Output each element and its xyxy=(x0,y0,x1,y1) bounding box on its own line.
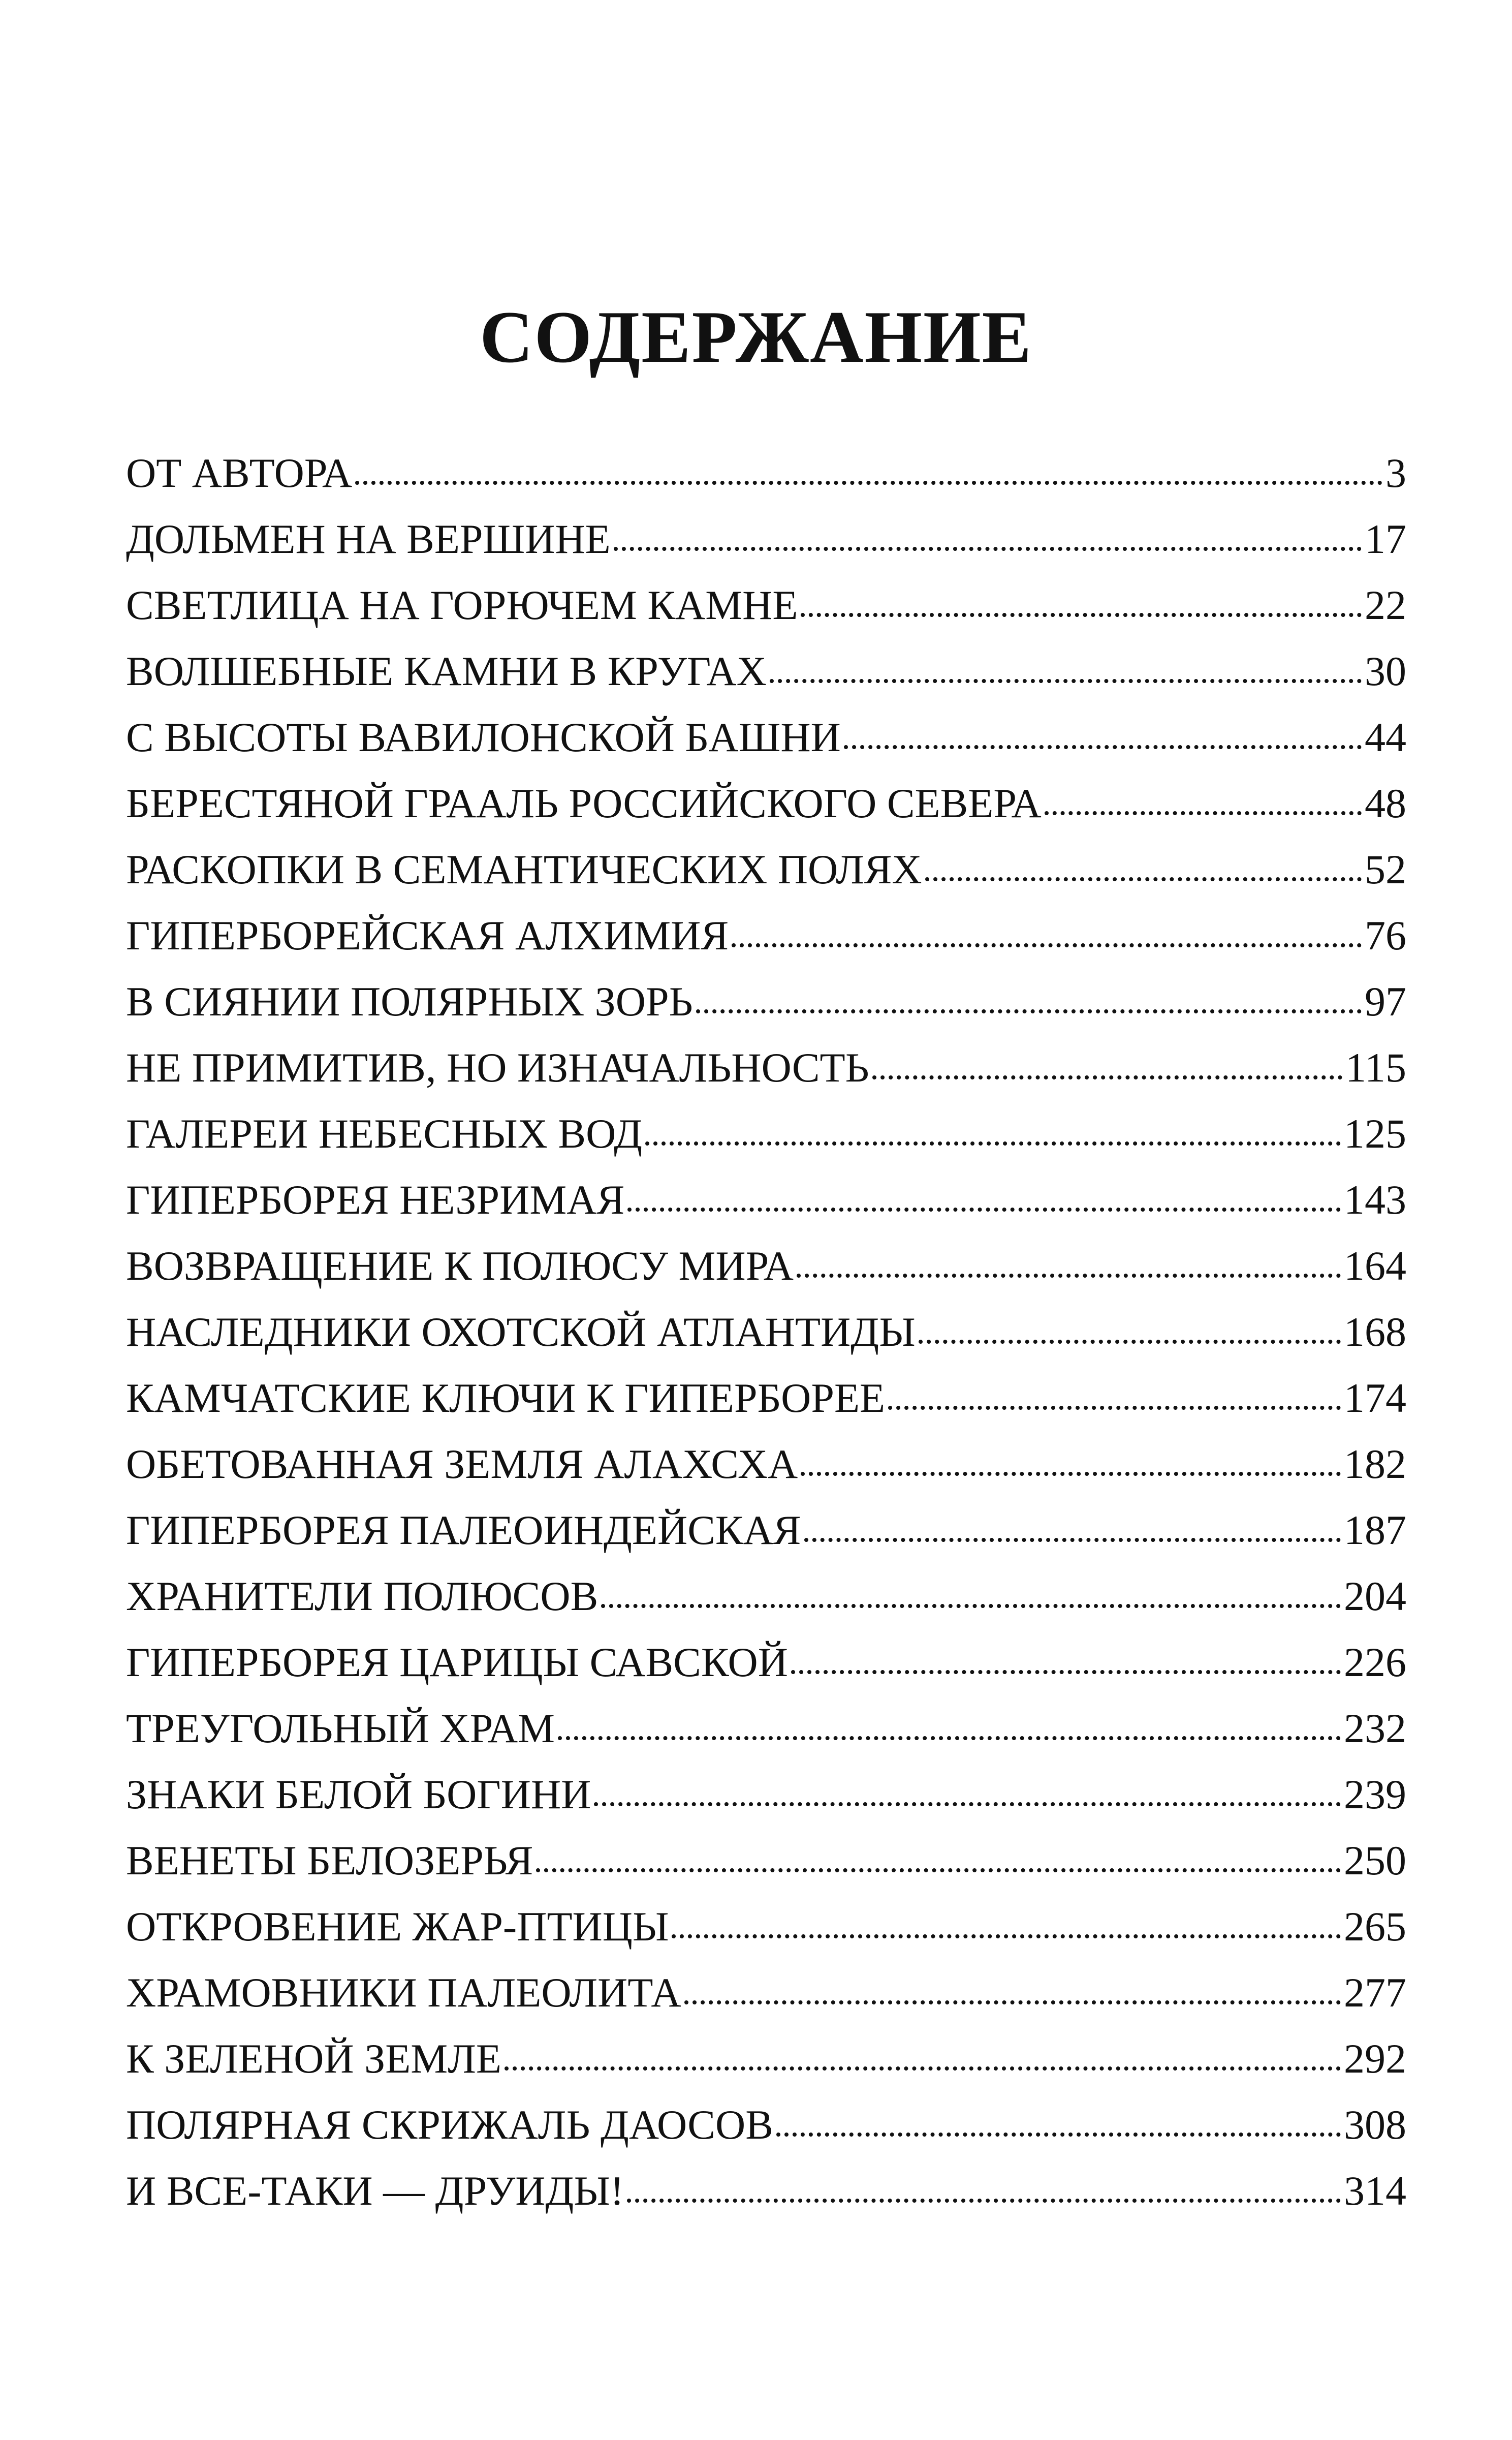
toc-entry-page: 314 xyxy=(1344,2168,1406,2214)
toc-entry-title: ОТ АВТОРА xyxy=(126,450,353,496)
toc-entry xyxy=(126,1035,1406,1101)
dot-leader xyxy=(696,1009,1362,1013)
toc-entry-title: ДОЛЬМЕН НА ВЕРШИНЕ xyxy=(126,516,611,562)
toc-entry-title: КАМЧАТСКИЕ КЛЮЧИ К ГИПЕРБОРЕЕ xyxy=(126,1375,886,1421)
toc-entry-page: 250 xyxy=(1344,1837,1406,1883)
toc-entry xyxy=(126,1497,1406,1563)
dot-leader xyxy=(601,1604,1341,1608)
toc-entry-page: 204 xyxy=(1344,1573,1406,1619)
toc-entry-title: РАСКОПКИ В СЕМАНТИЧЕСКИХ ПОЛЯХ xyxy=(126,846,922,892)
toc-entry-page: 232 xyxy=(1344,1705,1406,1751)
toc-entry-title: ГИПЕРБОРЕЙСКАЯ АЛХИМИЯ xyxy=(126,912,729,959)
toc-entry-page: 125 xyxy=(1344,1110,1406,1157)
toc-entry-title: ГИПЕРБОРЕЯ ЦАРИЦЫ САВСКОЙ xyxy=(126,1639,788,1685)
toc-entry-title: ПОЛЯРНАЯ СКРИЖАЛЬ ДАОСОВ xyxy=(126,2102,773,2148)
dot-leader xyxy=(797,1274,1341,1278)
toc-entry-title: ВОЛШЕБНЫЕ КАМНИ В КРУГАХ xyxy=(126,648,767,694)
toc-entry-title: ГИПЕРБОРЕЯ НЕЗРИМАЯ xyxy=(126,1177,625,1223)
dot-leader xyxy=(801,1472,1341,1476)
dot-leader xyxy=(770,679,1362,683)
toc-entry-title: ЗНАКИ БЕЛОЙ БОГИНИ xyxy=(126,1771,591,1817)
dot-leader xyxy=(505,2066,1341,2071)
toc-entry xyxy=(126,770,1406,837)
dot-leader xyxy=(558,1736,1341,1740)
dot-leader xyxy=(872,1075,1342,1079)
toc-entry-title: ТРЕУГОЛЬНЫЙ ХРАМ xyxy=(126,1705,555,1751)
toc-entry xyxy=(126,1167,1406,1233)
toc-entry-page: 168 xyxy=(1344,1309,1406,1355)
toc-entry-title: ВОЗВРАЩЕНИЕ К ПОЛЮСУ МИРА xyxy=(126,1243,794,1289)
toc-entry xyxy=(126,2092,1406,2158)
dot-leader xyxy=(776,2133,1341,2137)
dot-leader xyxy=(627,2199,1341,2203)
dot-leader xyxy=(925,877,1362,881)
toc-entry-title: В СИЯНИИ ПОЛЯРНЫХ ЗОРЬ xyxy=(126,978,693,1025)
toc-entry xyxy=(126,1563,1406,1629)
dot-leader xyxy=(1045,811,1362,815)
toc-entry-page: 22 xyxy=(1365,582,1406,628)
toc-entry-title: ГИПЕРБОРЕЯ ПАЛЕОИНДЕЙСКАЯ xyxy=(126,1507,801,1553)
toc-entry-page: 308 xyxy=(1344,2102,1406,2148)
toc-entry xyxy=(126,1762,1406,1828)
dot-leader xyxy=(355,481,1382,485)
toc-entry-page: 164 xyxy=(1344,1243,1406,1289)
toc-entry xyxy=(126,1629,1406,1695)
toc-entry-title: НАСЛЕДНИКИ ОХОТСКОЙ АТЛАНТИДЫ xyxy=(126,1309,916,1355)
dot-leader xyxy=(684,2000,1341,2004)
dot-leader xyxy=(801,613,1362,617)
toc-entry-title: ХРАМОВНИКИ ПАЛЕОЛИТА xyxy=(126,1969,681,2016)
toc-entry-page: 52 xyxy=(1365,846,1406,892)
dot-leader xyxy=(888,1406,1341,1410)
toc-entry-title: ГАЛЕРЕИ НЕБЕСНЫХ ВОД xyxy=(126,1110,643,1157)
toc-entry xyxy=(126,572,1406,638)
toc-entry-page: 143 xyxy=(1344,1177,1406,1223)
dot-leader xyxy=(536,1868,1341,1872)
dot-leader xyxy=(732,943,1362,947)
toc-entry xyxy=(126,440,1406,506)
toc-entry-page: 30 xyxy=(1365,648,1406,694)
toc-entry-title: ОБЕТОВАННАЯ ЗЕМЛЯ АЛАХСХА xyxy=(126,1441,798,1487)
toc-entry xyxy=(126,1299,1406,1365)
toc-entry-title: ОТКРОВЕНИЕ ЖАР-ПТИЦЫ xyxy=(126,1903,669,1950)
toc-entry xyxy=(126,638,1406,704)
dot-leader xyxy=(627,1208,1341,1212)
toc-entry xyxy=(126,704,1406,770)
toc-entry-page: 182 xyxy=(1344,1441,1406,1487)
page-title: СОДЕРЖАНИЕ xyxy=(480,296,1032,378)
toc-entry xyxy=(126,837,1406,903)
toc-entry-page: 48 xyxy=(1365,780,1406,826)
toc-entry-title: С ВЫСОТЫ ВАВИЛОНСКОЙ БАШНИ xyxy=(126,714,841,760)
toc-entry xyxy=(126,1894,1406,1960)
toc-entry-page: 187 xyxy=(1344,1507,1406,1553)
toc-entry xyxy=(126,1828,1406,1894)
dot-leader xyxy=(645,1141,1341,1146)
toc-entry-page: 76 xyxy=(1365,912,1406,959)
toc-entry xyxy=(126,1101,1406,1167)
dot-leader xyxy=(791,1670,1341,1674)
toc-entry-title: СВЕТЛИЦА НА ГОРЮЧЕМ КАМНЕ xyxy=(126,582,798,628)
toc-entry xyxy=(126,1960,1406,2026)
toc-entry xyxy=(126,1431,1406,1497)
dot-leader xyxy=(919,1340,1341,1344)
toc-entry xyxy=(126,1695,1406,1762)
toc-entry-title: К ЗЕЛЕНОЙ ЗЕМЛЕ xyxy=(126,2035,501,2082)
toc-entry-page: 265 xyxy=(1344,1903,1406,1950)
dot-leader xyxy=(804,1538,1341,1542)
toc-entry-title: ВЕНЕТЫ БЕЛОЗЕРЬЯ xyxy=(126,1837,533,1883)
toc-entry xyxy=(126,1365,1406,1431)
toc-entry xyxy=(126,969,1406,1035)
toc-entry-title: НЕ ПРИМИТИВ, НО ИЗНАЧАЛЬНОСТЬ xyxy=(126,1044,869,1091)
toc-entry-page: 17 xyxy=(1365,516,1406,562)
toc-entry-page: 115 xyxy=(1345,1044,1406,1091)
toc-entry-title: И ВСЕ-ТАКИ — ДРУИДЫ! xyxy=(126,2168,624,2214)
toc-entry-title: БЕРЕСТЯНОЙ ГРААЛЬ РОССИЙСКОГО СЕВЕРА xyxy=(126,780,1042,826)
toc-entry-page: 239 xyxy=(1344,1771,1406,1817)
toc-entry xyxy=(126,903,1406,969)
toc-entry-page: 97 xyxy=(1365,978,1406,1025)
toc-entry-page: 226 xyxy=(1344,1639,1406,1685)
dot-leader xyxy=(594,1802,1341,1806)
dot-leader xyxy=(672,1934,1341,1938)
toc-entry-page: 3 xyxy=(1385,450,1406,496)
table-of-contents xyxy=(126,440,1406,2224)
toc-entry-page: 277 xyxy=(1344,1969,1406,2016)
dot-leader xyxy=(614,547,1362,551)
toc-entry-page: 174 xyxy=(1344,1375,1406,1421)
toc-entry xyxy=(126,2026,1406,2092)
toc-entry xyxy=(126,1233,1406,1299)
toc-entry xyxy=(126,506,1406,572)
toc-entry-page: 292 xyxy=(1344,2035,1406,2082)
toc-entry-page: 44 xyxy=(1365,714,1406,760)
toc-entry xyxy=(126,2158,1406,2224)
toc-entry-title: ХРАНИТЕЛИ ПОЛЮСОВ xyxy=(126,1573,598,1619)
dot-leader xyxy=(844,745,1362,749)
